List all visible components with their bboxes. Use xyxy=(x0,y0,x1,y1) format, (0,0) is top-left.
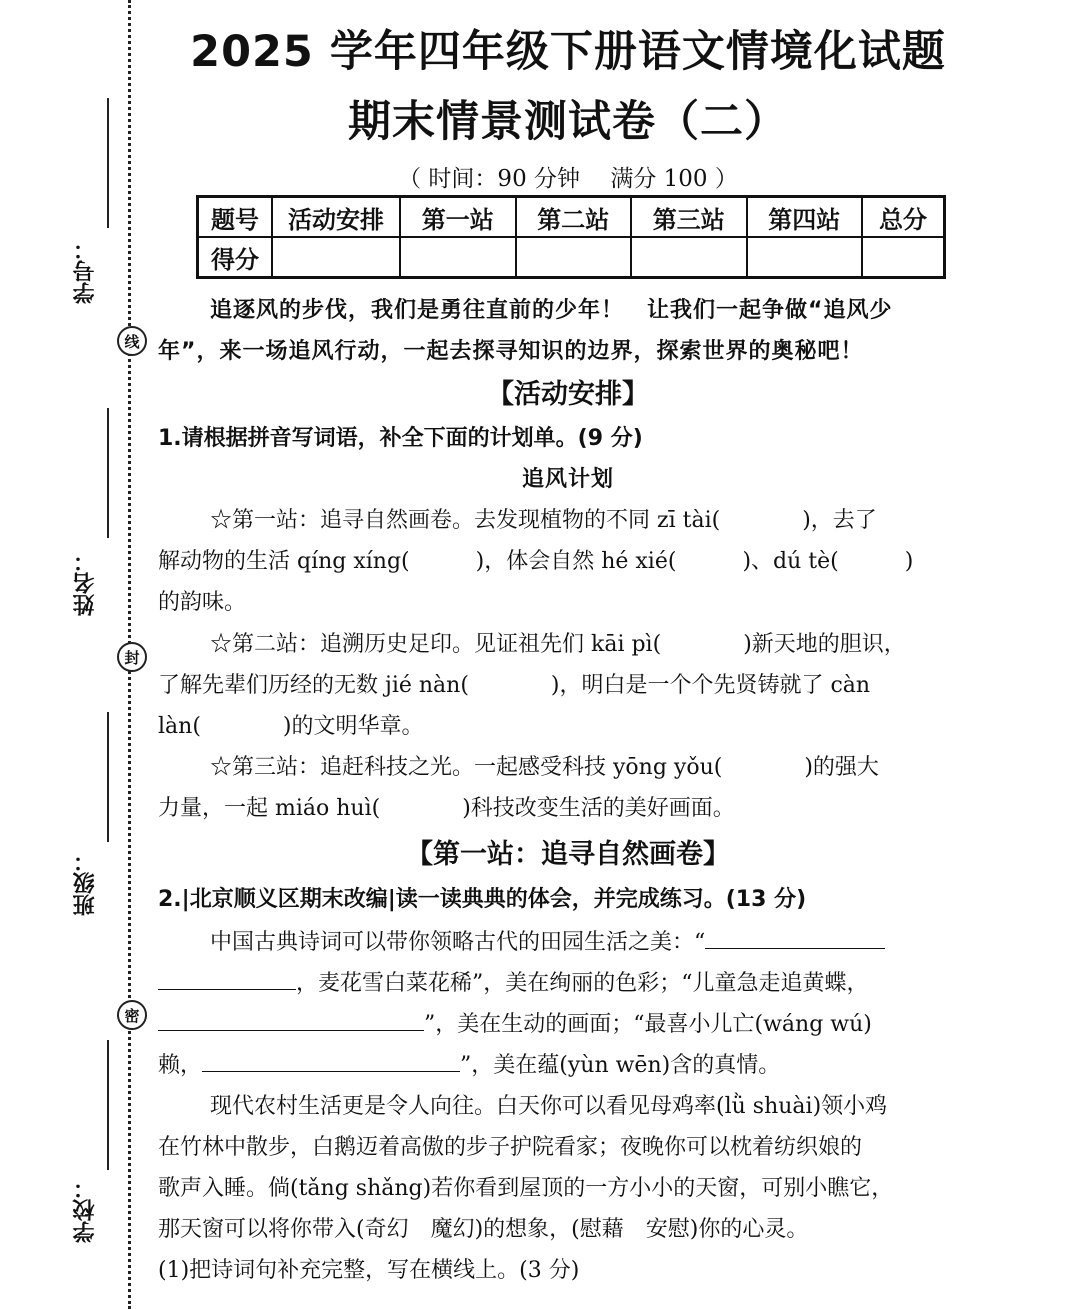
station-3-line xyxy=(158,788,978,829)
passage-line: 现代农村生活更是令人向往。白天你可以看见母鸡率(lǜ shuài)领小鸡 xyxy=(210,1094,888,1119)
poem-answer-line[interactable] xyxy=(158,1008,424,1031)
text-span: ”，美在蕴(yùn wēn)含的真情。 xyxy=(460,1053,781,1078)
poem-answer-line[interactable] xyxy=(158,967,296,990)
question-2-paragraph-1 xyxy=(158,922,978,1086)
poem-answer-line[interactable] xyxy=(705,926,885,949)
school-line[interactable] xyxy=(107,1040,109,1170)
intro-paragraph xyxy=(158,290,978,372)
question-2-label: 2.|北京顺义区期末改编|读一读典典的体会，并完成练习。(13 分) xyxy=(158,887,807,912)
binding-margin xyxy=(0,0,150,1309)
poem-answer-line[interactable] xyxy=(202,1049,460,1072)
score-row-label: 得分 xyxy=(198,237,273,278)
score-header-cell: 第二站 xyxy=(516,197,632,238)
station-3-text xyxy=(158,747,978,829)
class-label: 班级： xyxy=(73,850,98,916)
score-header-cell: 题号 xyxy=(198,197,273,238)
text-span: ☆第二站：追溯历史足印。见证祖先们 kāi pì( xyxy=(210,632,662,657)
seal-char-feng: 封 xyxy=(117,642,147,672)
text-span: )，体会自然 hé xié( xyxy=(475,549,677,574)
section-heading-activity: 【活动安排】 xyxy=(487,379,649,410)
student-no-line[interactable] xyxy=(107,98,109,228)
poem-line xyxy=(158,1004,978,1045)
seal-char-mi: 密 xyxy=(117,1000,147,1030)
poem-line xyxy=(158,922,978,963)
station-2-line xyxy=(158,706,978,747)
score-table-score-row xyxy=(198,237,945,278)
score-header-cell: 第三站 xyxy=(631,197,747,238)
text-span: )的文明华章。 xyxy=(282,714,424,739)
score-input-cell[interactable] xyxy=(400,237,516,278)
passage-line: 在竹林中散步，白鹅迈着高傲的步子护院看家；夜晚你可以枕着纺织娘的 xyxy=(158,1135,863,1160)
score-input-cell[interactable] xyxy=(862,237,944,278)
text-span: )，去了 xyxy=(802,508,877,533)
text-span: )，明白是一个个先贤铸就了 càn xyxy=(550,673,871,698)
score-input-cell[interactable] xyxy=(516,237,632,278)
score-header-cell: 第一站 xyxy=(400,197,516,238)
intro-line: 年”，来一场追风行动，一起去探寻知识的边界，探索世界的奥秘吧！ xyxy=(158,339,864,364)
text-span: )的强大 xyxy=(804,755,879,780)
question-2-paragraph-2 xyxy=(158,1086,978,1250)
text-span: 力量，一起 miáo huì( xyxy=(158,796,381,821)
text-span: )新天地的胆识， xyxy=(743,632,906,657)
station-2-text xyxy=(158,624,978,747)
text-span: 赖， xyxy=(158,1053,203,1078)
text-span: 了解先辈们历经的无数 jié nàn( xyxy=(158,673,469,698)
class-line[interactable] xyxy=(107,712,109,842)
sub-question-1: (1)把诗词句补充完整，写在横线上。(3 分) xyxy=(158,1258,580,1283)
text-span: ) xyxy=(904,549,914,574)
station-1-line: 的韵味。 xyxy=(158,590,247,615)
text-span: 中国古典诗词可以带你领略古代的田园生活之美：“ xyxy=(210,930,706,955)
station-1-line xyxy=(158,541,978,582)
score-header-cell: 第四站 xyxy=(747,197,863,238)
poem-line xyxy=(158,1045,978,1086)
section-heading-station-1: 【第一站：追寻自然画卷】 xyxy=(406,839,730,870)
score-input-cell[interactable] xyxy=(631,237,747,278)
time-info: （ 时间：90 分钟 满分 100 ） xyxy=(398,166,738,192)
score-table-header-row xyxy=(198,197,945,238)
page-subtitle: 期末情景测试卷（二） xyxy=(348,97,788,147)
plan-title: 追风计划 xyxy=(521,467,614,492)
station-3-line xyxy=(158,747,978,788)
station-1-text xyxy=(158,500,978,623)
text-span: ☆第三站：追赶科技之光。一起感受科技 yōng yǒu( xyxy=(210,755,723,780)
text-span: ，麦花雪白菜花稀”，美在绚丽的色彩；“儿童急走追黄蝶， xyxy=(296,971,869,996)
text-span: )、dú tè( xyxy=(742,549,839,574)
score-header-cell: 总分 xyxy=(862,197,944,238)
score-table xyxy=(196,195,946,279)
name-label: 姓名： xyxy=(73,550,98,616)
text-span: 解动物的生活 qíng xíng( xyxy=(158,549,410,574)
station-2-line xyxy=(158,624,978,665)
text-span: )科技改变生活的美好画面。 xyxy=(462,796,735,821)
passage-line: 歌声入睡。倘(tǎng shǎng)若你看到屋顶的一方小小的天窗，可别小瞧它， xyxy=(158,1176,894,1201)
text-span: làn( xyxy=(158,714,201,739)
intro-line: 追逐风的步伐，我们是勇往直前的少年！ 让我们一起争做“追风少 xyxy=(210,298,893,323)
passage-line: 那天窗可以将你带入(奇幻 魔幻)的想象，(慰藉 安慰)你的心灵。 xyxy=(158,1217,809,1242)
question-1-label: 1.请根据拼音写词语，补全下面的计划单。(9 分) xyxy=(158,426,643,451)
seal-char-xian: 线 xyxy=(117,326,147,356)
school-label: 学校： xyxy=(73,1177,98,1243)
text-span: ”，美在生动的画面；“最喜小儿亡(wáng wú) xyxy=(424,1012,872,1037)
poem-line xyxy=(158,963,978,1004)
station-1-line xyxy=(158,500,978,541)
station-2-line xyxy=(158,665,978,706)
page-title: 2025 学年四年级下册语文情境化试题 xyxy=(190,27,946,77)
text-span: ☆第一站：追寻自然画卷。去发现植物的不同 zī tài( xyxy=(210,508,721,533)
score-input-cell[interactable] xyxy=(272,237,400,278)
score-input-cell[interactable] xyxy=(747,237,863,278)
name-line[interactable] xyxy=(107,408,109,538)
score-header-cell: 活动安排 xyxy=(272,197,400,238)
student-no-label: 学号： xyxy=(73,238,98,304)
